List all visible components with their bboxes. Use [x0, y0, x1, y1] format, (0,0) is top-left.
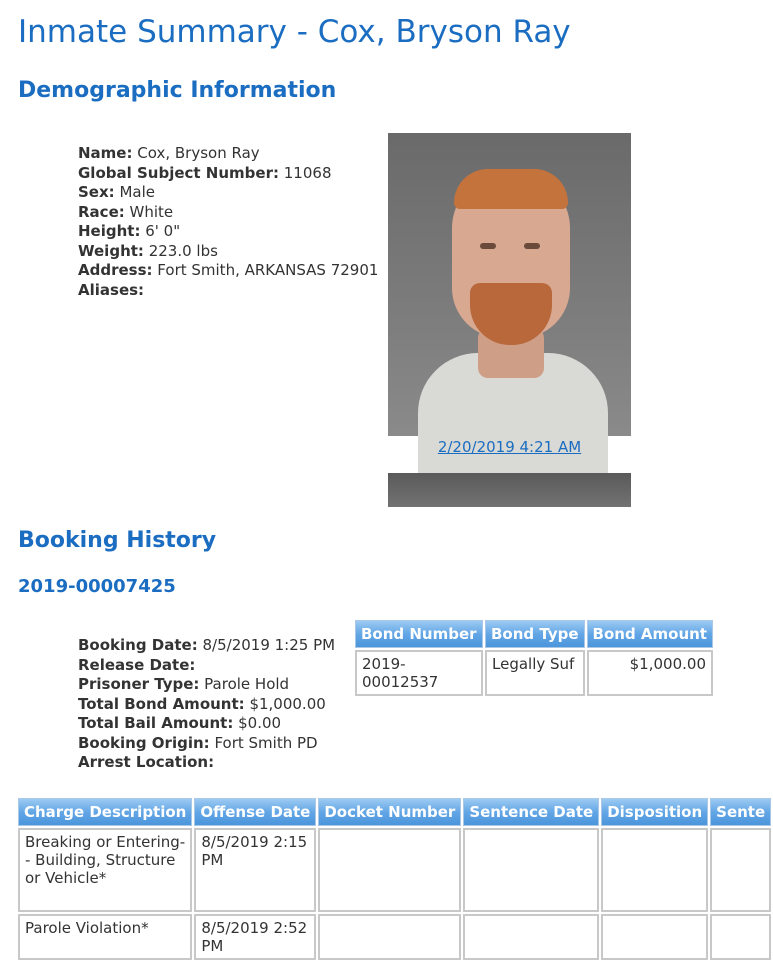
global-subject-number-row [78, 164, 378, 184]
field-label: Booking Date: [78, 636, 198, 654]
height-row [78, 222, 378, 242]
field-value: $0.00 [238, 714, 282, 732]
field-label: Total Bond Amount: [78, 694, 245, 713]
field-label: Height: [78, 222, 141, 240]
sentence-date-cell [463, 828, 599, 912]
prisoner-type-row [78, 675, 335, 695]
field-label: Release Date: [78, 655, 196, 674]
field-label: Global Subject Number: [78, 163, 279, 182]
field-value: 11068 [283, 163, 332, 182]
field-label: Prisoner Type: [78, 675, 200, 693]
field-value: Fort Smith, ARKANSAS 72901 [157, 261, 379, 279]
sentence-cell [710, 914, 771, 960]
table-row [18, 914, 771, 960]
bond-number-cell: 2019-00012537 [355, 650, 483, 696]
field-value: $1,000.00 [249, 694, 326, 713]
column-header-offense-date[interactable]: Offense Date [194, 798, 316, 826]
sentence-date-cell [463, 914, 599, 960]
booking-history-heading: Booking History [18, 528, 217, 553]
booking-info [78, 636, 335, 773]
total-bond-amount-row [78, 695, 335, 715]
sex-row [78, 183, 378, 203]
disposition-cell [601, 828, 708, 912]
column-header-disposition[interactable]: Disposition [601, 798, 708, 826]
demographic-info [78, 144, 378, 300]
field-label: Arrest Location: [78, 753, 215, 771]
field-value: Male [119, 183, 155, 201]
arrest-location-row [78, 753, 335, 773]
column-header-charge-description[interactable]: Charge Description [18, 798, 192, 826]
total-bail-amount-row [78, 714, 335, 734]
field-value: 8/5/2019 1:25 PM [202, 636, 336, 654]
mugshot-photo[interactable] [388, 133, 631, 436]
field-label: Address: [78, 261, 153, 279]
booking-number-heading: 2019-00007425 [18, 576, 176, 597]
field-label: Aliases: [78, 280, 145, 299]
charge-description-cell: Parole Violation* [18, 914, 192, 960]
table-row [355, 650, 713, 696]
sentence-cell [710, 828, 771, 912]
bond-type-cell: Legally Suf [485, 650, 585, 696]
charge-description-cell: Breaking or Entering- - Building, Structure or Vehicle* [18, 828, 192, 912]
column-header-sentence[interactable]: Sente [710, 798, 771, 826]
field-value: Fort Smith PD [214, 733, 318, 752]
release-date-row [78, 656, 335, 676]
field-value: 223.0 lbs [148, 241, 218, 260]
charge-table [16, 796, 773, 962]
field-label: Sex: [78, 183, 115, 201]
docket-number-cell [318, 914, 461, 960]
field-value: Cox, Bryson Ray [137, 144, 260, 162]
address-row [78, 261, 378, 281]
field-label: Name: [78, 144, 133, 162]
offense-date-cell: 8/5/2019 2:52 PM [194, 914, 316, 960]
demographic-heading: Demographic Information [18, 78, 337, 103]
name-row [78, 144, 378, 164]
docket-number-cell [318, 828, 461, 912]
field-value: Parole Hold [204, 675, 290, 693]
column-header-docket-number[interactable]: Docket Number [318, 798, 461, 826]
additional-photo[interactable] [388, 473, 631, 507]
field-value: 6' 0" [145, 222, 181, 240]
disposition-cell [601, 914, 708, 960]
booking-date-row [78, 636, 335, 656]
bond-amount-cell: $1,000.00 [587, 650, 713, 696]
column-header-sentence-date[interactable]: Sentence Date [463, 798, 599, 826]
weight-row [78, 242, 378, 262]
offense-date-cell: 8/5/2019 2:15 PM [194, 828, 316, 912]
aliases-row [78, 281, 378, 301]
column-header-bond-type[interactable]: Bond Type [485, 620, 585, 648]
column-header-bond-number[interactable]: Bond Number [355, 620, 483, 648]
field-label: Weight: [78, 241, 144, 260]
race-row [78, 203, 378, 223]
field-label: Booking Origin: [78, 733, 210, 752]
bond-table [353, 618, 715, 698]
field-value: White [129, 202, 174, 221]
page-title: Inmate Summary - Cox, Bryson Ray [18, 14, 571, 50]
table-row [18, 828, 771, 912]
booking-origin-row [78, 734, 335, 754]
field-label: Total Bail Amount: [78, 714, 234, 732]
field-label: Race: [78, 202, 125, 221]
photo-date-link[interactable]: 2/20/2019 4:21 AM [437, 438, 582, 456]
column-header-bond-amount[interactable]: Bond Amount [587, 620, 713, 648]
